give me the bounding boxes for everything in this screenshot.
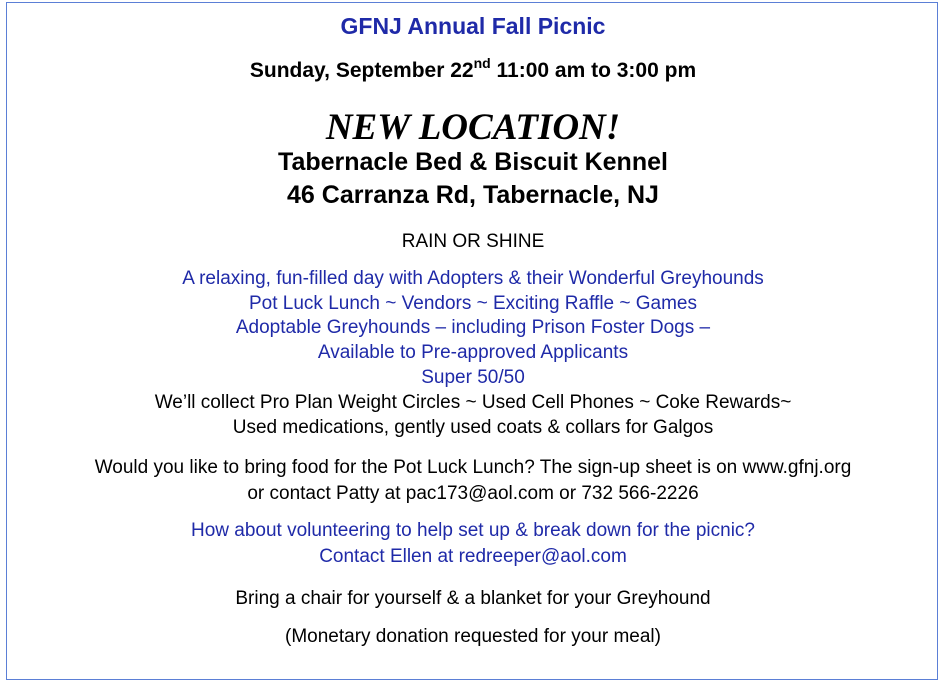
event-date-time: 11:00 am to 3:00 pm — [490, 59, 697, 82]
donation-note: (Monetary donation requested for your meal) — [285, 626, 661, 647]
highlight-line: Available to Pre-approved Applicants — [317, 342, 629, 363]
collection-line: Used medications, gently used coats & collars for Galgos — [232, 417, 714, 438]
highlight-line: Super 50/50 — [421, 367, 525, 388]
collection-line: We’ll collect Pro Plan Weight Circles ~ Used Cell Phones ~ Coke Rewards~ — [154, 392, 792, 413]
venue-address: 46 Carranza Rd, Tabernacle, NJ — [287, 181, 659, 209]
venue-name: Tabernacle Bed & Biscuit Kennel — [278, 148, 668, 176]
potluck-contact-line: or contact Patty at pac173@aol.com or 732 566-2226 — [247, 483, 699, 504]
volunteer-contact-line: Contact Ellen at redreeper@aol.com — [319, 546, 627, 567]
highlight-line: A relaxing, fun-filled day with Adopters & their Wonderful Greyhounds — [182, 268, 764, 289]
highlight-line: Pot Luck Lunch ~ Vendors ~ Exciting Raffle ~ Games — [249, 293, 697, 314]
volunteer-line: How about volunteering to help set up & break down for the picnic? — [190, 520, 756, 541]
new-location-heading: NEW LOCATION! — [325, 107, 621, 148]
potluck-line: Would you like to bring food for the Pot Luck Lunch? The sign-up sheet is on www.gfnj.org — [94, 457, 852, 478]
bring-note: Bring a chair for yourself & a blanket for your Greyhound — [235, 588, 711, 609]
flyer-title: GFNJ Annual Fall Picnic — [340, 13, 606, 39]
highlight-line: Adoptable Greyhounds – including Prison Foster Dogs – — [235, 317, 711, 338]
event-date-main: Sunday, September 22 — [249, 59, 474, 82]
event-date-suffix: nd — [473, 55, 491, 71]
flyer-border — [6, 2, 938, 680]
weather-note: RAIN OR SHINE — [401, 231, 545, 252]
event-date — [0, 55, 946, 83]
